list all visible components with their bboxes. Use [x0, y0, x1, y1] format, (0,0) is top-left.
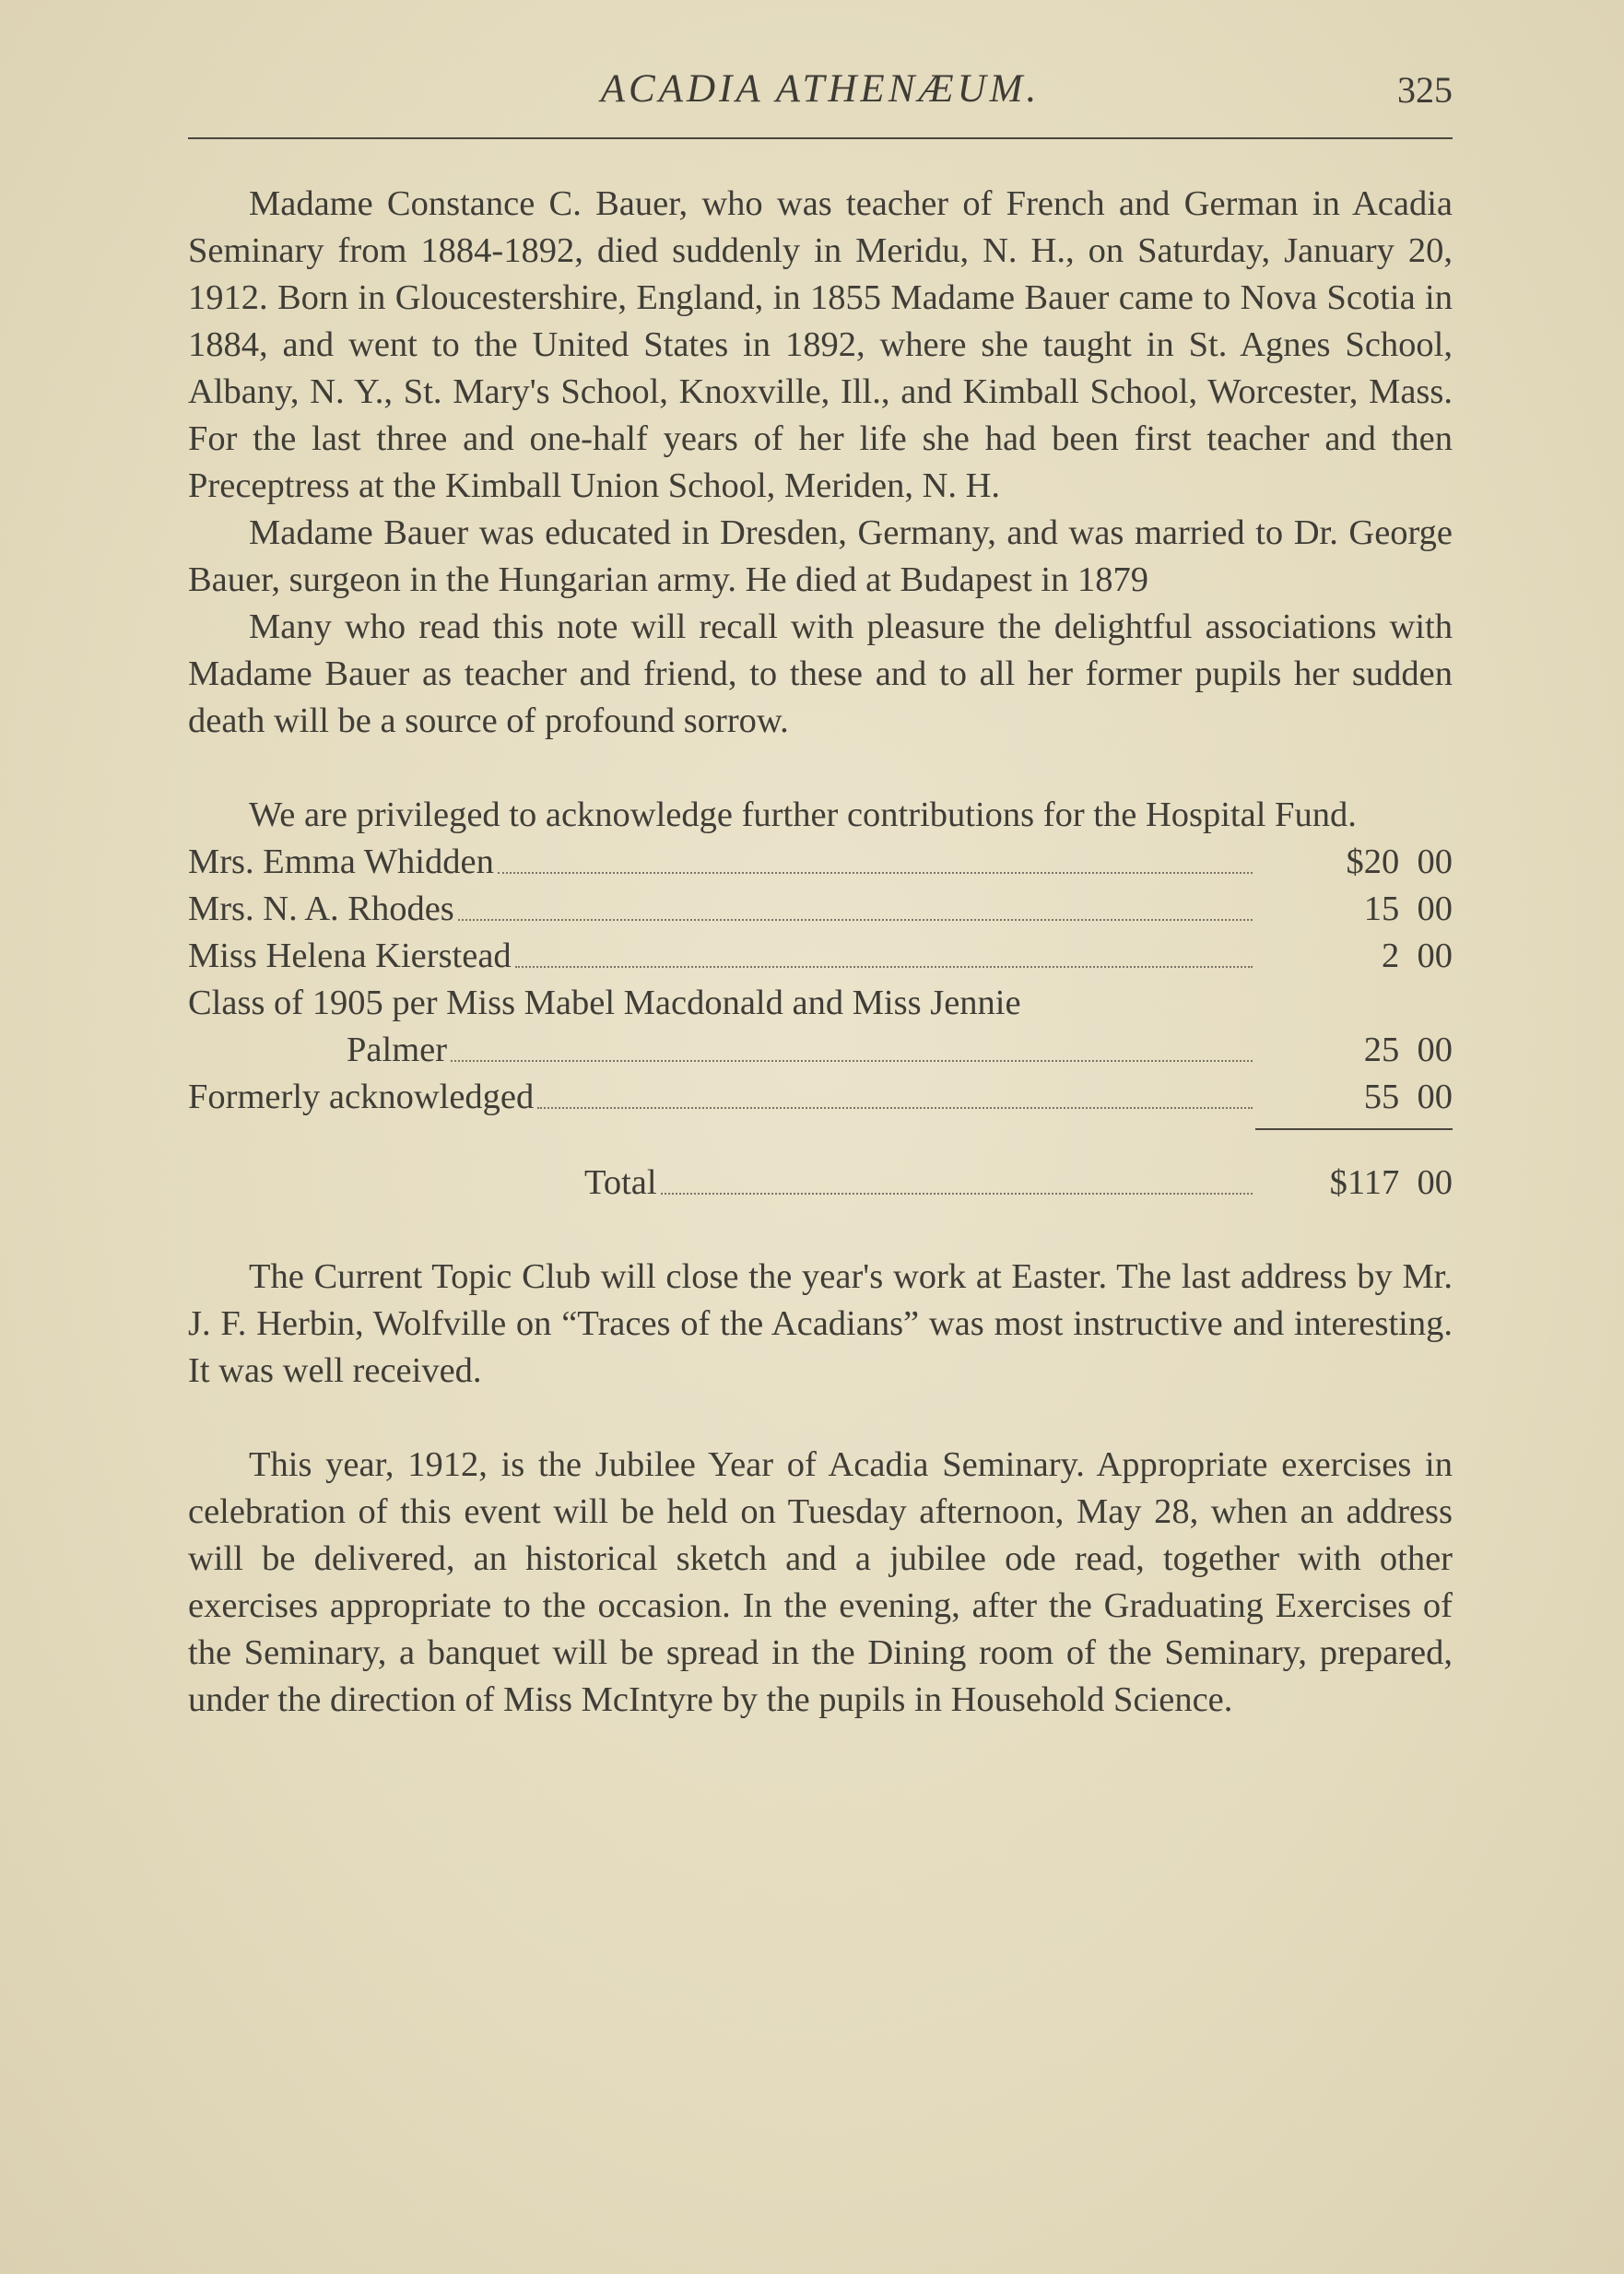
- article-body: [188, 181, 1453, 1724]
- leader-dots: [458, 919, 1253, 921]
- bauer-remembrance-paragraph: Many who read this note will recall with pleasure the delightful associations with Madame Bauer as teacher and friend, to these and to all her former pupils her sudden death will be a source of profound sorrow.: [188, 607, 1453, 740]
- page-number: 325: [1397, 69, 1453, 111]
- contribution-row: [188, 886, 1453, 933]
- total-rule: [188, 1121, 1453, 1139]
- leader-dots: [537, 1107, 1253, 1109]
- contribution-row: [188, 1027, 1453, 1074]
- leader-dots: [515, 966, 1253, 968]
- bauer-obituary-paragraph: Madame Constance C. Bauer, who was teacher of French and German in Acadia Seminary from 1884-1892, died suddenly in Meridu, N. H., on Saturday, January 20, 1912. Born in Gloucestershire, England, in 1855 Madame Bauer came to Nova Scotia in 1884, and went to the United States in 1892, where she taught in St. Agnes School, Albany, N. Y., St. Mary's School, Knoxville, Ill., and Kimball School, Worcester, Mass. For the last three and one-half years of her life she had been first teacher and then Preceptress at the Kimball Union School, Meriden, N. H.: [188, 184, 1453, 505]
- contribution-row: [188, 839, 1453, 886]
- total-row: [188, 1160, 1453, 1207]
- contributor-name: Mrs. N. A. Rhodes: [188, 890, 454, 928]
- running-title: ACADIA ATHENÆUM.: [600, 67, 1041, 111]
- bauer-education-paragraph: Madame Bauer was educated in Dresden, Germany, and was married to Dr. George Bauer, surgeon in the Hungarian army. He died at Budapest in 1879: [188, 513, 1453, 599]
- page-header: [188, 66, 1453, 122]
- section-gap: [188, 1395, 1453, 1442]
- leader-dots: [661, 1193, 1253, 1195]
- contribution-row: [188, 980, 1453, 1027]
- jubilee-paragraph: This year, 1912, is the Jubilee Year of Acadia Seminary. Appropriate exercises in celebration of this event will be held on Tuesday afternoon, May 28, when an address will be delivered, an historical sketch and a jubilee ode read, together with other exercises appropriate to the occasion. In the evening, after the Graduating Exercises of the Seminary, a banquet will be spread in the Dining room of the Seminary, prepared, under the direction of Miss McIntyre by the pupils in Household Science.: [188, 1445, 1453, 1719]
- contribution-row: [188, 1074, 1453, 1121]
- leader-dots: [451, 1060, 1253, 1062]
- contributor-name: Formerly acknowledged: [188, 1078, 535, 1116]
- contribution-row: [188, 933, 1453, 980]
- leader-dots: [498, 872, 1253, 874]
- section-gap: [188, 1207, 1453, 1254]
- contribution-amount: $20 00: [1346, 842, 1453, 881]
- contribution-amount: 15 00: [1363, 890, 1453, 928]
- contribution-amount: 2 00: [1382, 937, 1453, 975]
- section-gap: [188, 745, 1453, 792]
- topic-club-paragraph: The Current Topic Club will close the year's work at Easter. The last address by Mr. J. F. Herbin, Wolfville on “Traces of the Acadians” was most instructive and interesting. It was well received.: [188, 1257, 1453, 1390]
- contributor-name: Palmer: [347, 1031, 448, 1069]
- total-amount: $117 00: [1329, 1163, 1453, 1202]
- contribution-amount: 55 00: [1363, 1078, 1453, 1116]
- total-label: Total: [584, 1163, 657, 1202]
- contributor-name: Class of 1905 per Miss Mabel Macdonald and Miss Jennie: [188, 984, 1021, 1022]
- contributor-name: Mrs. Emma Whidden: [188, 842, 494, 881]
- contribution-amount: 25 00: [1363, 1031, 1453, 1069]
- contributions-list: [188, 839, 1453, 1207]
- hospital-fund-intro: We are privileged to acknowledge further contributions for the Hospital Fund.: [249, 795, 1357, 834]
- header-rule: [188, 137, 1453, 139]
- contributor-name: Miss Helena Kierstead: [188, 937, 512, 975]
